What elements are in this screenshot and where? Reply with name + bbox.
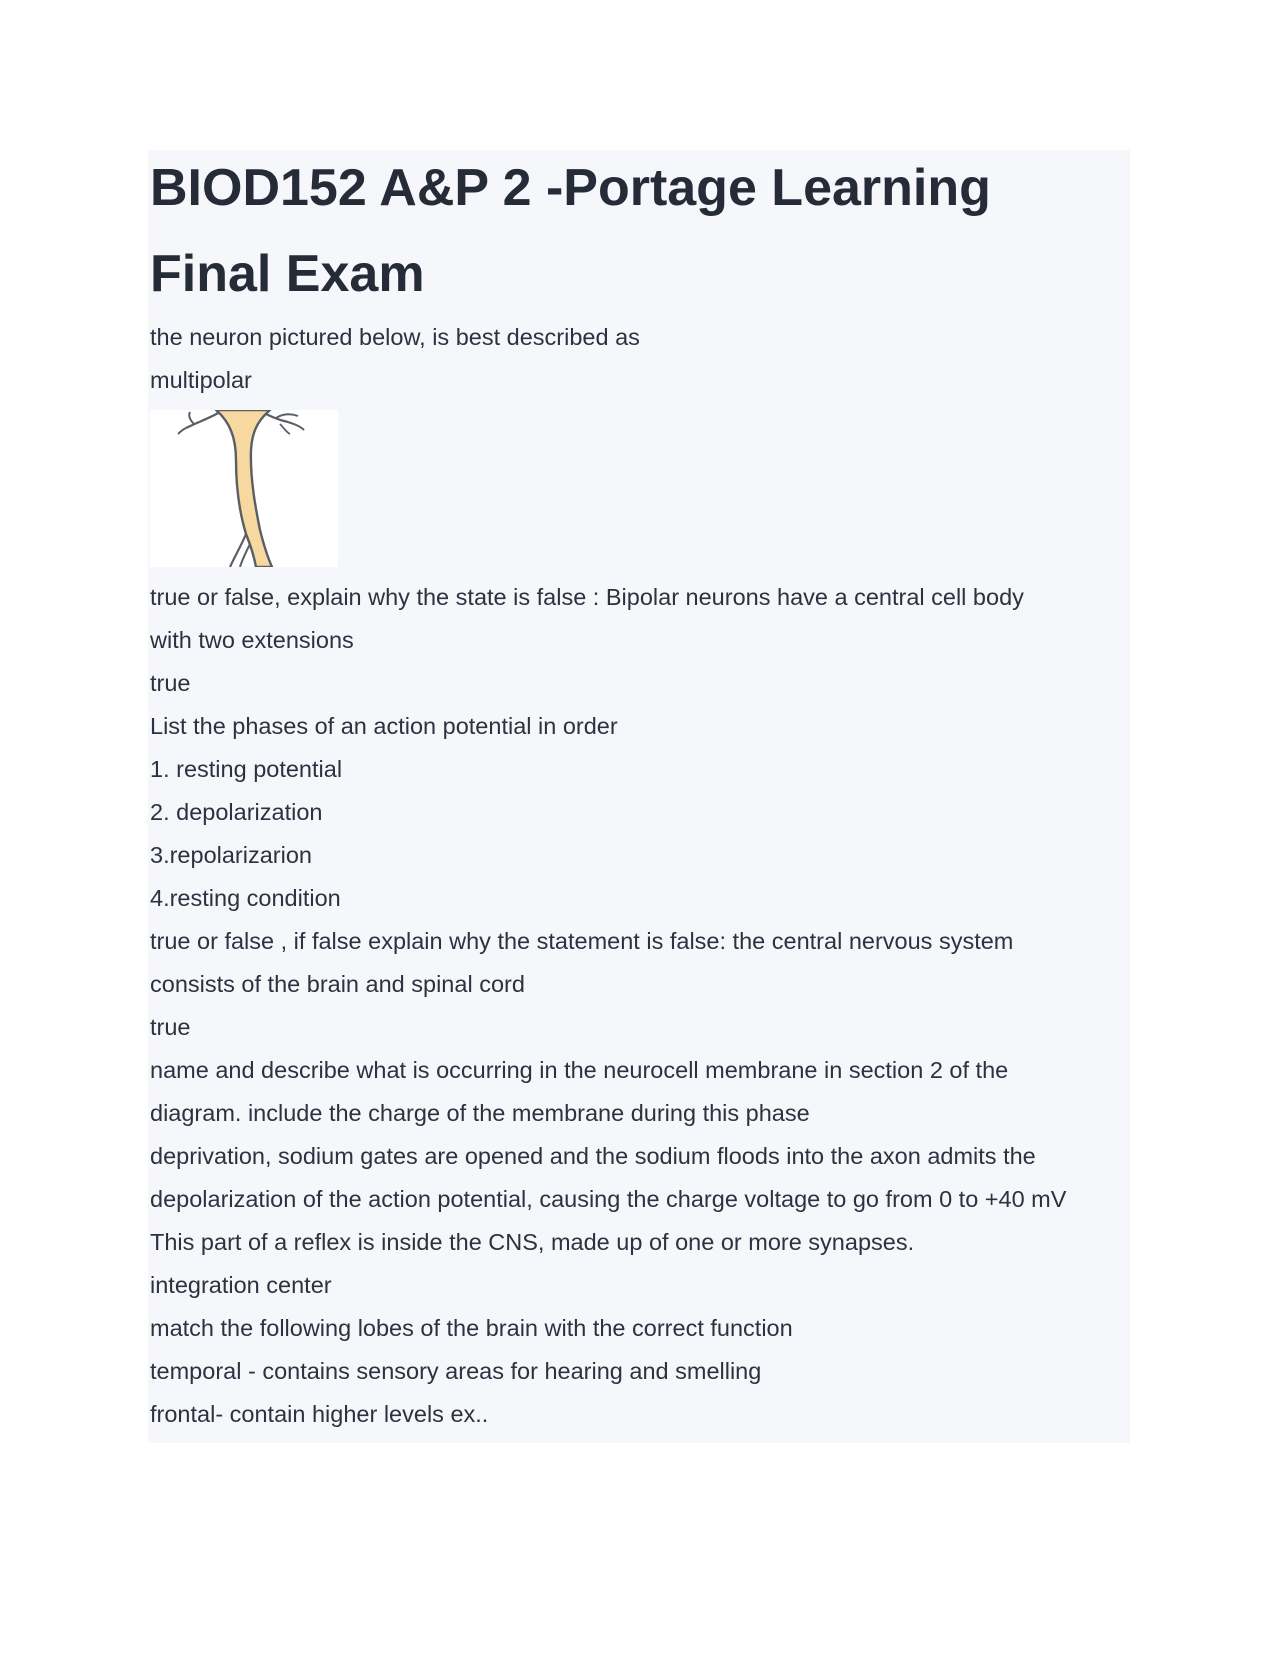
question-line: consists of the brain and spinal cord bbox=[150, 971, 525, 997]
question-line: name and describe what is occurring in the neurocell membrane in section 2 of the bbox=[150, 1057, 1009, 1083]
answer-line: deprivation, sodium gates are opened and the sodium floods into the axon admits the bbox=[150, 1143, 1036, 1169]
answer-line: true bbox=[150, 670, 191, 696]
neuron-illustration bbox=[150, 410, 338, 567]
answer-line: 3.repolarizarion bbox=[150, 842, 312, 868]
question-line: match the following lobes of the brain with the correct function bbox=[150, 1315, 793, 1341]
question-line: This part of a reflex is inside the CNS, made up of one or more synapses. bbox=[150, 1229, 915, 1255]
answer-line: 4.resting condition bbox=[150, 885, 341, 911]
question-line: true or false, explain why the state is false : Bipolar neurons have a central cell body bbox=[150, 584, 1024, 610]
question-line: with two extensions bbox=[150, 627, 354, 653]
question-line: the neuron pictured below, is best described as bbox=[150, 324, 640, 350]
answer-line: temporal - contains sensory areas for hearing and smelling bbox=[150, 1358, 762, 1384]
question-line: diagram. include the charge of the membrane during this phase bbox=[150, 1100, 810, 1126]
question-line: true or false , if false explain why the statement is false: the central nervous system bbox=[150, 928, 1014, 954]
answer-line: 1. resting potential bbox=[150, 756, 343, 782]
answer-line: integration center bbox=[150, 1272, 332, 1298]
neuron-diagram-image bbox=[150, 410, 338, 567]
answer-line: multipolar bbox=[150, 367, 252, 393]
answer-line: true bbox=[150, 1014, 191, 1040]
answer-line: 2. depolarization bbox=[150, 799, 323, 825]
answer-line: frontal- contain higher levels ex.. bbox=[150, 1401, 489, 1427]
question-line: List the phases of an action potential in order bbox=[150, 713, 618, 739]
document-title: BIOD152 A&P 2 -Portage Learning Final Exam bbox=[150, 159, 991, 303]
answer-line: depolarization of the action potential, causing the charge voltage to go from 0 to +40 mV bbox=[150, 1186, 1067, 1212]
